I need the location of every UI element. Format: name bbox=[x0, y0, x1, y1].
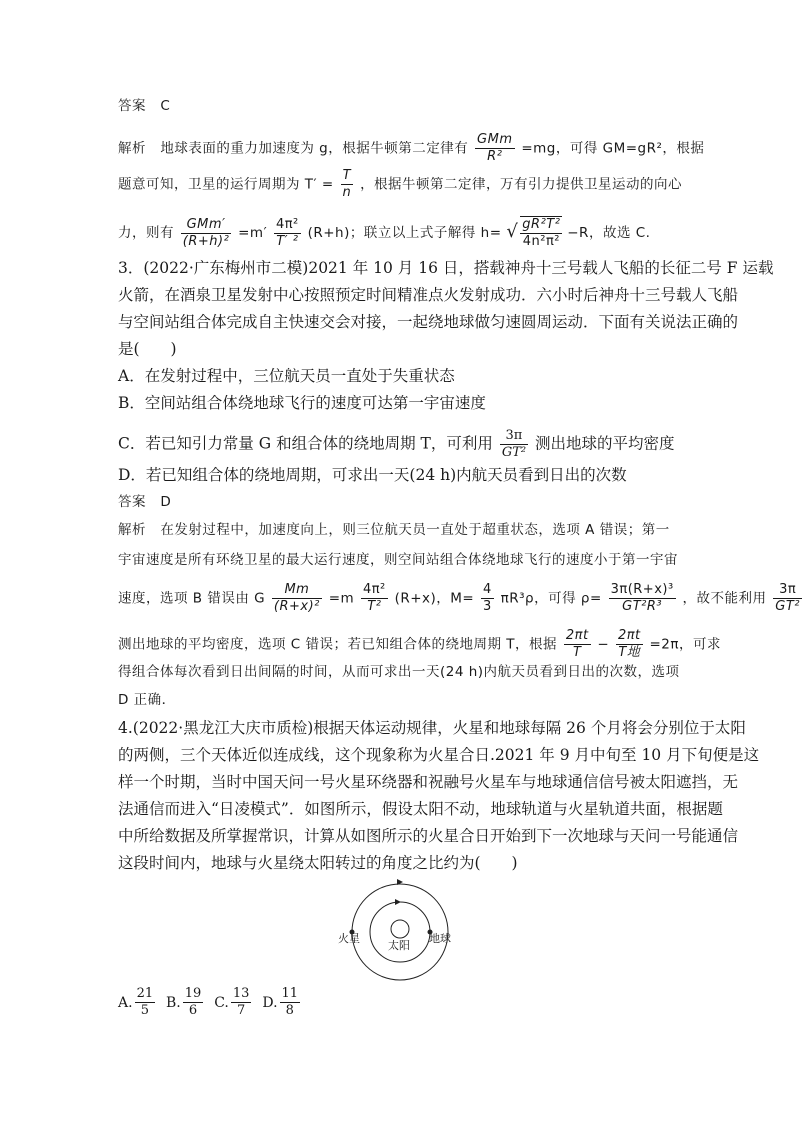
q2-analysis-line2 bbox=[118, 168, 682, 201]
frac-den: 3 bbox=[483, 599, 492, 614]
q3-stem-line: 3．(2022·广东梅州市二模)2021 年 10 月 16 日，搭载神舟十三号载人飞船的长征二号 F 运载 bbox=[118, 259, 774, 277]
q3-text: πR³ρ，可得 ρ= bbox=[500, 590, 602, 607]
q3-analysis-line6: D 正确． bbox=[118, 692, 176, 708]
frac-num: 2πt bbox=[617, 628, 641, 643]
frac-den: T² bbox=[367, 599, 382, 614]
choice-fraction bbox=[280, 986, 301, 1019]
earth-direction-arrow-icon bbox=[395, 899, 401, 905]
q2-analysis-line1 bbox=[118, 132, 704, 165]
frac-den: (R+h)² bbox=[182, 233, 230, 249]
q4-choice-b bbox=[166, 986, 205, 1018]
frac-num: gR²T² bbox=[522, 217, 561, 232]
frac-num: 4 bbox=[483, 582, 492, 597]
q3-analysis-line5: 得组合体每次看到日出间隔的时间，从而可求出一天(24 h)内航天员看到日出的次数，选项 bbox=[118, 664, 680, 680]
sun-icon bbox=[391, 920, 409, 938]
q2-fraction bbox=[181, 217, 232, 250]
orbit-diagram-svg bbox=[335, 877, 465, 987]
q2-text: −R，故选 C. bbox=[567, 225, 651, 241]
frac-num: GMm′ bbox=[181, 217, 232, 234]
frac-num: 13 bbox=[232, 986, 250, 1001]
frac-den: R² bbox=[487, 149, 503, 164]
q3-analysis-line3 bbox=[118, 582, 804, 615]
frac-den: 5 bbox=[140, 1003, 149, 1018]
frac-den: 8 bbox=[285, 1003, 294, 1018]
choice-fraction bbox=[183, 986, 204, 1019]
q3-fraction bbox=[773, 582, 802, 615]
q4-stem-line: 这段时间内，地球与火星绕太阳转过的角度之比约为( ) bbox=[118, 854, 518, 872]
q2-text: =mg，可得 GM=gR²，根据 bbox=[521, 140, 705, 157]
q4-stem-line: 法通信而进入“日凌模式”．如图所示，假设太阳不动，地球轨道与火星轨道共面，根据题 bbox=[118, 800, 723, 818]
q4-choice-d bbox=[262, 986, 302, 1018]
q2-answer-value: C bbox=[160, 98, 171, 114]
q3-fraction bbox=[361, 582, 388, 615]
q2-fraction bbox=[274, 217, 301, 250]
q3-text: − bbox=[597, 636, 610, 653]
frac-num: Mm bbox=[272, 582, 322, 599]
frac-num: 3π bbox=[773, 582, 802, 599]
frac-num: 21 bbox=[136, 986, 154, 1001]
q3-stem-line: 是( ) bbox=[118, 340, 177, 358]
frac-den: T′ ² bbox=[276, 233, 299, 249]
q3-analysis-label: 解析 bbox=[118, 522, 146, 538]
q2-text: ，根据牛顿第二定律，万有引力提供卫星运动的向心 bbox=[360, 176, 683, 193]
sun-label: 太阳 bbox=[388, 939, 410, 952]
q3-answer-value: D bbox=[160, 494, 172, 510]
frac-den: GT²R³ bbox=[622, 599, 663, 614]
frac-num: 3π(R+x)³ bbox=[610, 582, 674, 597]
choice-letter: C. bbox=[214, 994, 229, 1011]
frac-den: GT² bbox=[775, 599, 800, 614]
sqrt-symbol: √ bbox=[506, 221, 519, 242]
q2-analysis-label: 解析 bbox=[118, 140, 146, 157]
q3-text: 测出地球的平均密度 bbox=[535, 434, 675, 453]
frac-num: 4π² bbox=[362, 582, 386, 597]
q2-answer-line bbox=[118, 96, 170, 116]
q2-root bbox=[520, 216, 562, 250]
q2-text: 题意可知，卫星的运行周期为 T′ = bbox=[118, 176, 334, 193]
q2-text: (R+h)；联立以上式子解得 h= bbox=[307, 225, 502, 241]
q4-stem-line: 样一个时期，当时中国天问一号火星环绕器和祝融号火星车与地球通信信号被太阳遮挡，无 bbox=[118, 773, 739, 791]
q3-fraction bbox=[564, 628, 591, 661]
choice-fraction bbox=[135, 986, 156, 1019]
q3-option-d: D．若已知组合体的绕地周期，可求出一天(24 h)内航天员看到日出的次数 bbox=[118, 466, 627, 484]
q3-text: (R+x)，M= bbox=[394, 590, 475, 607]
q2-text: 力，则有 bbox=[118, 225, 174, 241]
frac-num: 4π² bbox=[275, 216, 299, 232]
q3-analysis-line4 bbox=[118, 628, 721, 661]
q3-fraction bbox=[272, 582, 322, 615]
q2-text: =m′ bbox=[238, 225, 268, 241]
frac-den: (R+x)² bbox=[273, 599, 320, 614]
choice-letter: D. bbox=[262, 994, 278, 1011]
q3-fraction bbox=[616, 628, 643, 661]
q2-answer-label: 答案 bbox=[118, 98, 146, 114]
q4-choices bbox=[118, 986, 302, 1019]
q4-choice-a bbox=[118, 986, 157, 1018]
q3-fraction bbox=[500, 428, 528, 461]
q3-option-c bbox=[118, 428, 675, 461]
frac-num: 3π bbox=[500, 428, 528, 445]
q3-fraction bbox=[481, 582, 494, 615]
frac-num: T bbox=[341, 168, 354, 185]
q3-fraction bbox=[609, 582, 676, 615]
frac-den: GT² bbox=[501, 445, 527, 460]
frac-num: 11 bbox=[281, 986, 299, 1001]
q4-choice-c bbox=[214, 986, 253, 1018]
q2-analysis-line3 bbox=[118, 216, 650, 250]
choice-fraction bbox=[231, 986, 252, 1019]
orbit-diagram bbox=[335, 877, 465, 991]
frac-num: 19 bbox=[184, 986, 202, 1001]
frac-den: 6 bbox=[188, 1003, 198, 1018]
q3-analysis-line2: 宇宙速度是所有环绕卫星的最大运行速度，则空间站组合体绕地球飞行的速度小于第一宇宙 bbox=[118, 552, 678, 568]
q3-text: 速度，选项 B 错误由 G bbox=[118, 590, 266, 607]
earth-label: 地球 bbox=[429, 932, 451, 945]
q4-stem-line: 中所给数据及所掌握常识，计算从如图所示的火星合日开始到下一次地球与天问一号能通信 bbox=[118, 827, 739, 845]
choice-letter: A. bbox=[118, 994, 133, 1011]
q4-stem-line: 的两侧，三个天体近似连成线，这个现象称为火星合日.2021 年 9 月中旬至 10 月下旬便是这 bbox=[118, 746, 760, 764]
frac-den: 7 bbox=[237, 1003, 246, 1018]
q3-text: 在发射过程中，加速度向上，则三位航天员一直处于超重状态，选项 A 错误；第一 bbox=[160, 522, 670, 538]
choice-letter: B. bbox=[166, 994, 181, 1011]
frac-den: 4n²π² bbox=[522, 234, 560, 249]
q3-analysis-line1 bbox=[118, 520, 670, 540]
q2-text: 地球表面的重力加速度为 g，根据牛顿第二定律有 bbox=[160, 140, 469, 157]
q3-stem-line: 与空间站组合体完成自主快速交会对接，一起绕地球做匀速圆周运动．下面有关说法正确的 bbox=[118, 313, 739, 331]
q3-text: 测出地球的平均密度，选项 C 错误；若已知组合体的绕地周期 T，根据 bbox=[118, 636, 558, 653]
q2-root-fraction bbox=[520, 217, 562, 250]
mars-label: 火星 bbox=[338, 932, 360, 945]
q3-text: =2π，可求 bbox=[649, 636, 721, 653]
q2-fraction bbox=[475, 132, 514, 165]
q3-answer-line bbox=[118, 492, 171, 512]
frac-num: 2πt bbox=[565, 628, 589, 643]
q3-stem-line: 火箭，在酒泉卫星发射中心按照预定时间精准点火发射成功．六小时后神舟十三号载人飞船 bbox=[118, 286, 739, 304]
frac-den: T地 bbox=[618, 645, 641, 660]
q3-option-a: A．在发射过程中，三位航天员一直处于失重状态 bbox=[118, 367, 455, 385]
frac-num: GMm bbox=[477, 132, 513, 147]
frac-den: T bbox=[572, 645, 582, 660]
frac-den: n bbox=[342, 185, 352, 200]
q4-stem-line: 4.(2022·黑龙江大庆市质检)根据天体运动规律，火星和地球每隔 26 个月将会分别位于太阳 bbox=[118, 719, 746, 737]
q3-text: =m bbox=[328, 590, 355, 607]
q3-text: ，故不能利用 bbox=[682, 590, 767, 607]
q3-answer-label: 答案 bbox=[118, 494, 146, 510]
q3-option-b: B．空间站组合体绕地球飞行的速度可达第一宇宙速度 bbox=[118, 394, 486, 412]
q2-fraction bbox=[341, 168, 354, 201]
q3-text: C．若已知引力常量 G 和组合体的绕地周期 T，可利用 bbox=[118, 434, 493, 453]
